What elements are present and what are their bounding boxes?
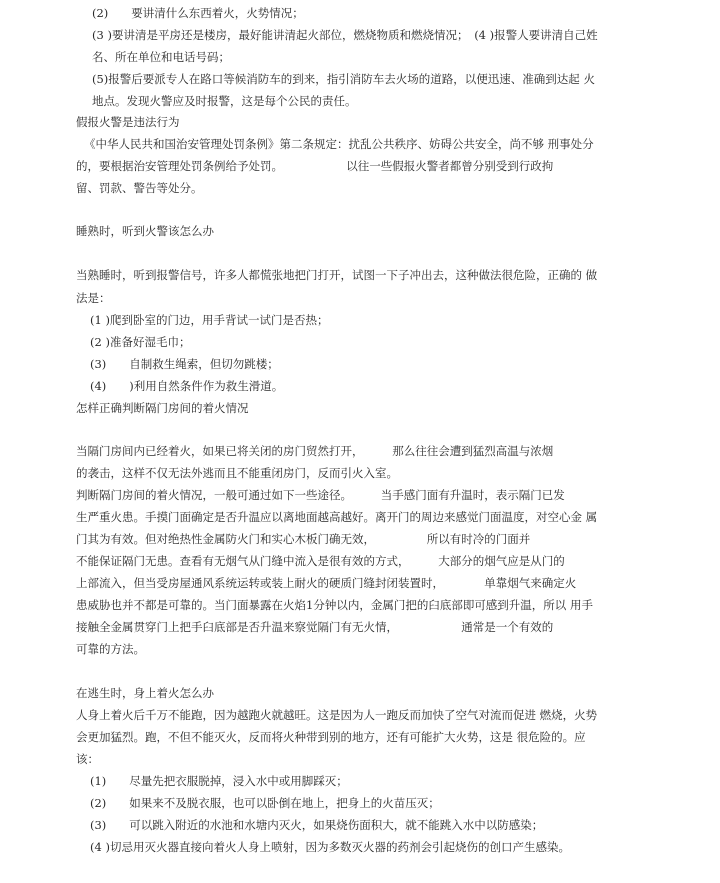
text-line: 会更加猛烈。跑，不但不能灭火，反而将火种带到别的地方，还有可能扩大火势，这是 很危险的。应 [76, 730, 586, 744]
section-heading: 睡熟时，听到火警该怎么办 [76, 224, 214, 238]
text-line: 当隔门房间内已经着火，如果已将关闭的房门贸然打开， 那么往往会遭到猛烈高温与浓烟 [76, 444, 554, 458]
section-heading: 在逃生时，身上着火怎么办 [76, 686, 214, 700]
text-line: 该： [76, 752, 99, 766]
list-item: (2) 如果来不及脱衣服，也可以卧倒在地上，把身上的火苗压灭； [90, 796, 440, 810]
text-line: 不能保证隔门无患。查看有无烟气从门缝中流入是很有效的方式， 大部分的烟气应是从门的 [76, 554, 565, 568]
text-line: 患威胁也并不都是可靠的。当门面暴露在火焰1分钟以内，金属门把的臼底部即可感到升温，所以 用手 [76, 598, 593, 612]
text-line: 的袭击，这样不仅无法外逃而且不能重闭房门，反而引火入室。 [76, 466, 398, 480]
list-item: (2 )准备好湿毛巾； [90, 335, 191, 349]
text-line: 地点。发现火警应及时报警，这是每个公民的责任。 [92, 94, 357, 108]
text-line: 法是： [76, 291, 111, 305]
text-line: 留、罚款、警告等处分。 [76, 181, 203, 195]
section-heading: 假报火警是违法行为 [76, 115, 180, 129]
text-line: 判断隔门房间的着火情况，一般可通过如下一些途径。 当手感门面有升温时，表示隔门已发 [76, 488, 565, 502]
text-line: 生严重火患。手摸门面确定是否升温应以离地面越高越好。离开门的周边来感觉门面温度，对空心金 属 [76, 510, 598, 524]
text-line: 当熟睡时，听到报警信号，许多人都慌张地把门打开，试图一下子冲出去，这种做法很危险，正确的 做 [76, 268, 598, 282]
text-line: 门其为有效。但对绝热性金属防火门和实心木板门确无效， 所以有时冷的门面并 [76, 532, 531, 546]
text-line: 的，要根据治安管理处罚条例给予处罚。 以往一些假报火警者都曾分别受到行政拘 [76, 159, 554, 173]
text-line: 人身上着火后千万不能跑，因为越跑火就越旺。这是因为人一跑反而加快了空气对流而促进 燃烧，火势 [76, 708, 598, 722]
text-line: (5)报警后要派专人在路口等候消防车的到来，指引消防车去火场的道路，以便迅速、准确到达起 火 [92, 72, 595, 86]
text-line: (3 )要讲清是平房还是楼房，最好能讲清起火部位，燃烧物质和燃烧情况； (4 )报警人要讲清自己姓 [92, 28, 598, 42]
text-line: (2) 要讲清什么东西着火，火势情况； [92, 6, 304, 20]
list-item: (4 )切忌用灭火器直接向着火人身上喷射，因为多数灭火器的药剂会引起烧伤的创口产生感染。 [90, 840, 570, 854]
list-item: (1 )爬到卧室的门边，用手背试一试门是否热； [90, 313, 329, 327]
section-heading: 怎样正确判断隔门房间的着火情况 [76, 401, 249, 415]
text-line: 名、所在单位和电话号码； [92, 50, 230, 64]
list-item: (1) 尽量先把衣服脱掉，浸入水中或用脚踩灭； [90, 774, 348, 788]
text-line: 接触全金属贯穿门上把手臼底部是否升温来察觉隔门有无火情， 通常是一个有效的 [76, 620, 554, 634]
list-item: (3) 自制救生绳索，但切勿跳楼； [90, 357, 279, 371]
text-line: 可靠的方法。 [76, 642, 145, 656]
text-line: 上部流入，但当受房屋通风系统运转或装上耐火的硬质门缝封闭装置时， 单靠烟气来确定火 [76, 576, 577, 590]
list-item: (3) 可以跳入附近的水池和水塘内灭火，如果烧伤面积大，就不能跳入水中以防感染； [90, 818, 544, 832]
list-item: (4) )利用自然条件作为救生滑道。 [90, 379, 284, 393]
text-line: 《中华人民共和国治安管理处罚条例》第二条规定：扰乱公共秩序、妨碍公共安全，尚不够 刑事处分 [84, 137, 594, 151]
